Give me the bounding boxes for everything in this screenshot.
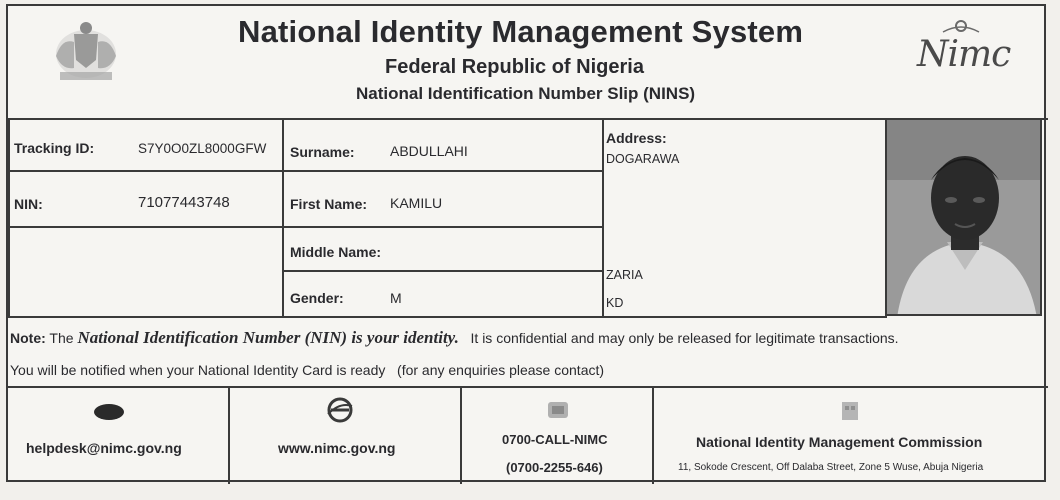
- slip-title: National Identification Number Slip (NINS): [356, 84, 696, 103]
- email-text: helpdesk@nimc.gov.ng: [26, 440, 182, 456]
- phone-cell: [462, 388, 654, 484]
- browser-icon: [326, 396, 354, 424]
- contact-footer: [8, 386, 1048, 484]
- address-line3: KD: [606, 296, 624, 310]
- phone-icon: [544, 398, 572, 422]
- nimc-logo-text: Nimc: [917, 34, 1011, 75]
- surname-label: Surname:: [290, 144, 355, 160]
- address-line2: ZARIA: [606, 268, 643, 282]
- first-name-label: First Name:: [290, 196, 368, 212]
- phone-primary: 0700-CALL-NIMC: [502, 432, 608, 447]
- note-label: Note:: [10, 330, 46, 346]
- gender-value: M: [390, 290, 402, 306]
- note-pre: The: [49, 330, 74, 346]
- email-cell: [8, 388, 230, 484]
- address-cell: [602, 118, 887, 318]
- system-title: National Identity Management System: [238, 14, 804, 49]
- coat-of-arms-icon: [46, 16, 126, 86]
- first-name-cell: [282, 170, 604, 228]
- gender-label: Gender:: [290, 290, 344, 306]
- office-cell: [654, 388, 1048, 484]
- blank-cell: [8, 226, 284, 318]
- note-post: It is confidential and may only be released for legitimate transactions.: [470, 330, 899, 346]
- surname-cell: [282, 118, 604, 172]
- note-line: [10, 328, 899, 348]
- phone-secondary: (0700-2255-646): [506, 460, 603, 475]
- note-emphasis: National Identification Number (NIN) is your identity.: [77, 328, 459, 347]
- website-text: www.nimc.gov.ng: [278, 440, 396, 456]
- gender-cell: [282, 270, 604, 318]
- building-icon: [836, 398, 864, 422]
- org-name: National Identity Management Commission: [696, 434, 983, 450]
- notify-line: You will be notified when your National Identity Card is ready (for any enquiries please contact): [10, 362, 605, 378]
- tracking-id-value: S7Y0O0ZL8000GFW: [138, 141, 267, 156]
- address-line1: DOGARAWA: [606, 152, 680, 166]
- nimc-logo: [913, 20, 1013, 80]
- nin-cell: [8, 170, 284, 228]
- tracking-id-label: Tracking ID:: [14, 140, 95, 156]
- tracking-id-cell: [8, 118, 284, 172]
- nin-label: NIN:: [14, 196, 43, 212]
- surname-value: ABDULLAHI: [390, 143, 468, 159]
- country-title: Federal Republic of Nigeria: [385, 56, 644, 78]
- mail-icon: [92, 402, 126, 422]
- first-name-value: KAMILU: [390, 195, 443, 211]
- nin-slip: [6, 4, 1046, 482]
- slip-header: [8, 6, 1048, 120]
- website-cell: [230, 388, 462, 484]
- address-label: Address:: [606, 130, 667, 146]
- org-address: 11, Sokode Crescent, Off Dalaba Street, Zone 5 Wuse, Abuja Nigeria: [678, 462, 984, 473]
- middle-name-label: Middle Name:: [290, 244, 382, 260]
- middle-name-cell: [282, 226, 604, 272]
- holder-photo: [885, 118, 1042, 316]
- nin-value: 71077443748: [138, 194, 230, 211]
